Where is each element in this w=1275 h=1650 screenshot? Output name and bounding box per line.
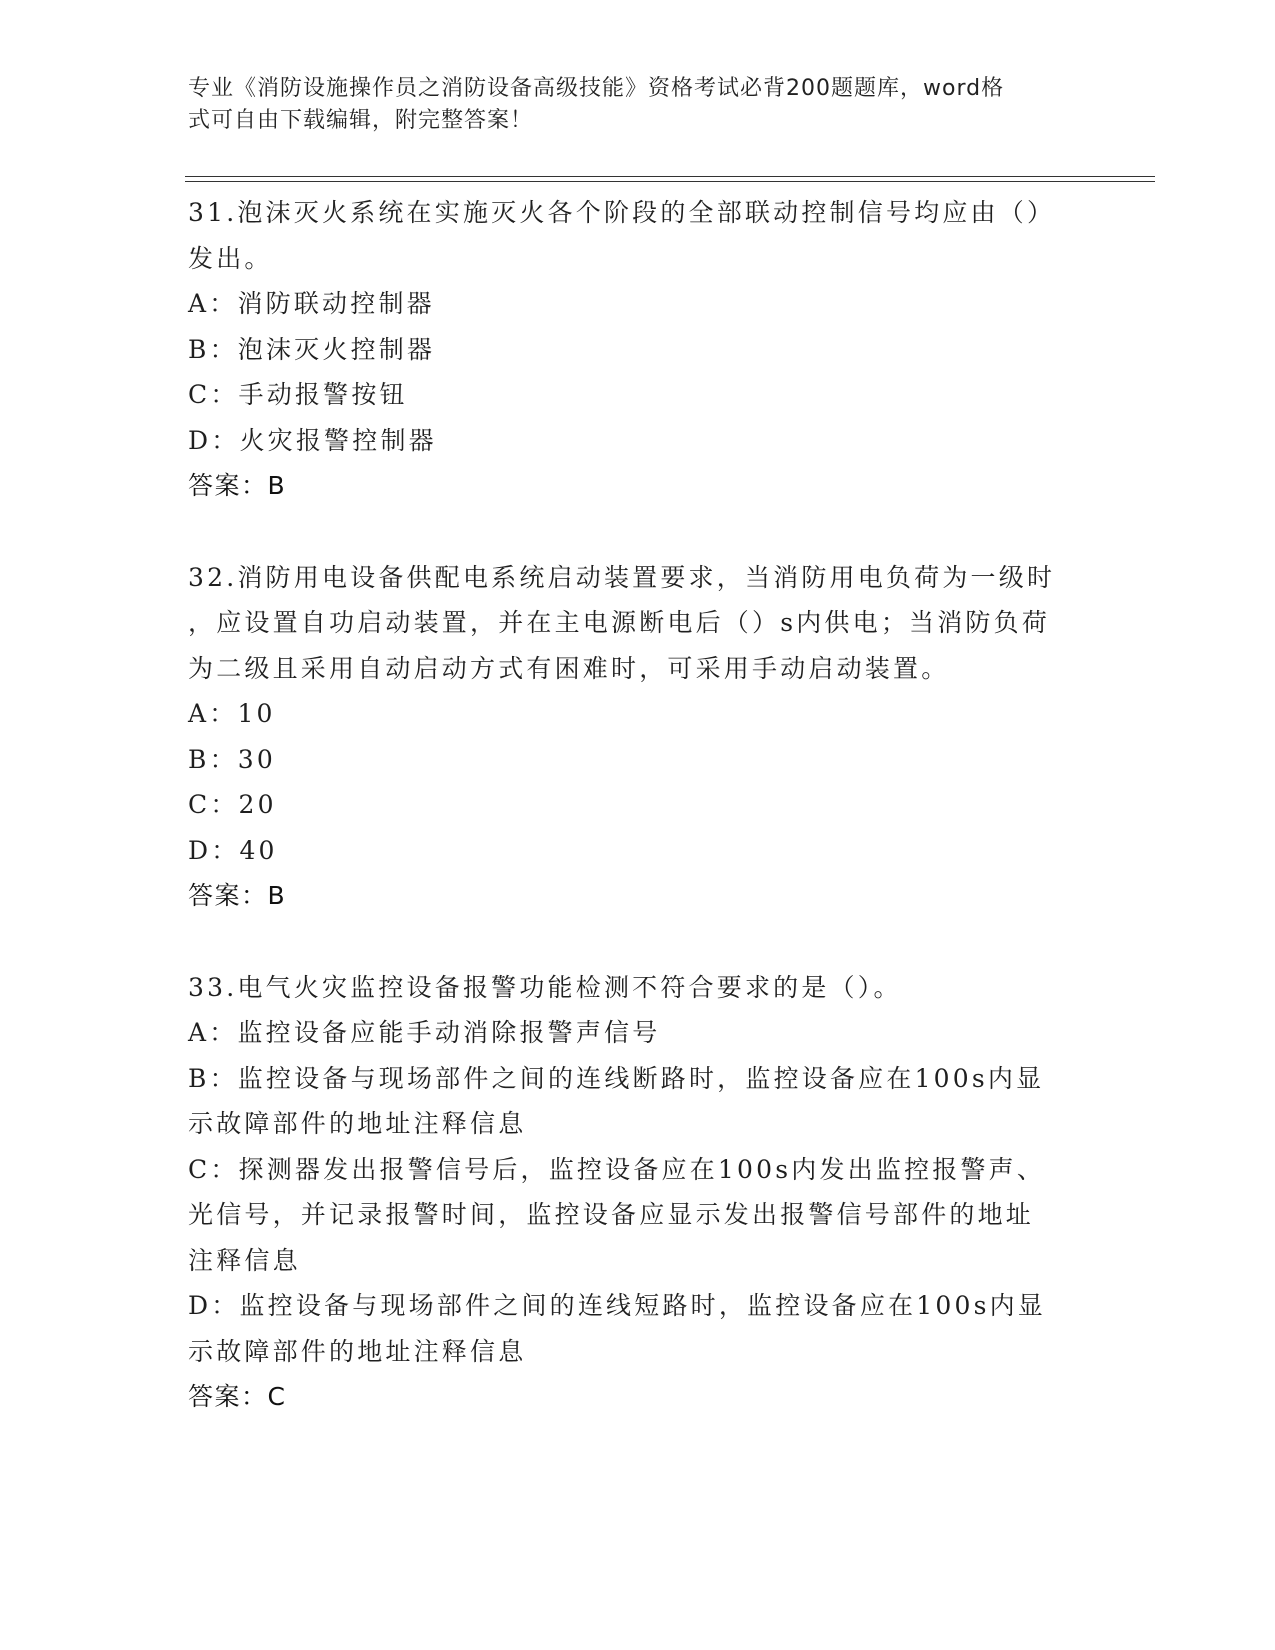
option-d-continued: 示故障部件的地址注释信息 (188, 1336, 527, 1366)
header-divider-bottom (185, 181, 1155, 182)
option-b: B：泡沫灭火控制器 (188, 334, 436, 364)
option-d: D：监控设备与现场部件之间的连线短路时，监控设备应在100s内显 (188, 1291, 1046, 1320)
option-c-continued: 注释信息 (188, 1245, 301, 1275)
option-d: D：火灾报警控制器 (188, 425, 437, 455)
question-stem-line: 发出。 (188, 243, 273, 273)
header-divider-top (185, 176, 1155, 177)
header-line: 专业《消防设施操作员之消防设备高级技能》资格考试必背200题题库，word格 (188, 76, 1005, 101)
option-a: A：10 (188, 699, 276, 728)
question-33 (188, 965, 1088, 1420)
question-stem-line: 为二级且采用自动启动方式有困难时，可采用手动启动装置。 (188, 653, 950, 683)
option-b-continued: 示故障部件的地址注释信息 (188, 1109, 527, 1138)
question-stem-line: 32.消防用电设备供配电系统启动装置要求，当消防用电负荷为一级时 (188, 562, 1056, 592)
question-31 (188, 190, 1088, 509)
question-stem-line: 31.泡沫灭火系统在实施灭火各个阶段的全部联动控制信号均应由（） (188, 198, 1056, 227)
option-b: B：监控设备与现场部件之间的连线断路时，监控设备应在100s内显 (188, 1063, 1045, 1093)
document-header (188, 73, 1088, 137)
option-a: A：监控设备应能手动消除报警声信号 (188, 1018, 661, 1047)
question-stem-line: ，应设置自功启动装置，并在主电源断电后（）s内供电；当消防负荷 (188, 608, 1051, 637)
option-d: D：40 (188, 835, 278, 865)
question-32 (188, 555, 1088, 919)
option-c-continued: 光信号，并记录报警时间，监控设备应显示发出报警信号部件的地址 (188, 1200, 1035, 1229)
answer-label: 答案：B (188, 881, 287, 910)
answer-label: 答案：B (188, 471, 287, 500)
answer-label: 答案：C (188, 1382, 287, 1411)
header-line: 式可自由下载编辑，附完整答案！ (188, 108, 534, 133)
option-a: A：消防联动控制器 (188, 289, 435, 318)
option-c: C：20 (188, 790, 277, 819)
option-b: B：30 (188, 744, 276, 774)
option-c: C：手动报警按钮 (188, 380, 408, 409)
question-list (188, 190, 1088, 1466)
option-c: C：探测器发出报警信号后，监控设备应在100s内发出监控报警声、 (188, 1154, 1046, 1184)
question-stem-line: 33.电气火灾监控设备报警功能检测不符合要求的是（）。 (188, 972, 902, 1002)
